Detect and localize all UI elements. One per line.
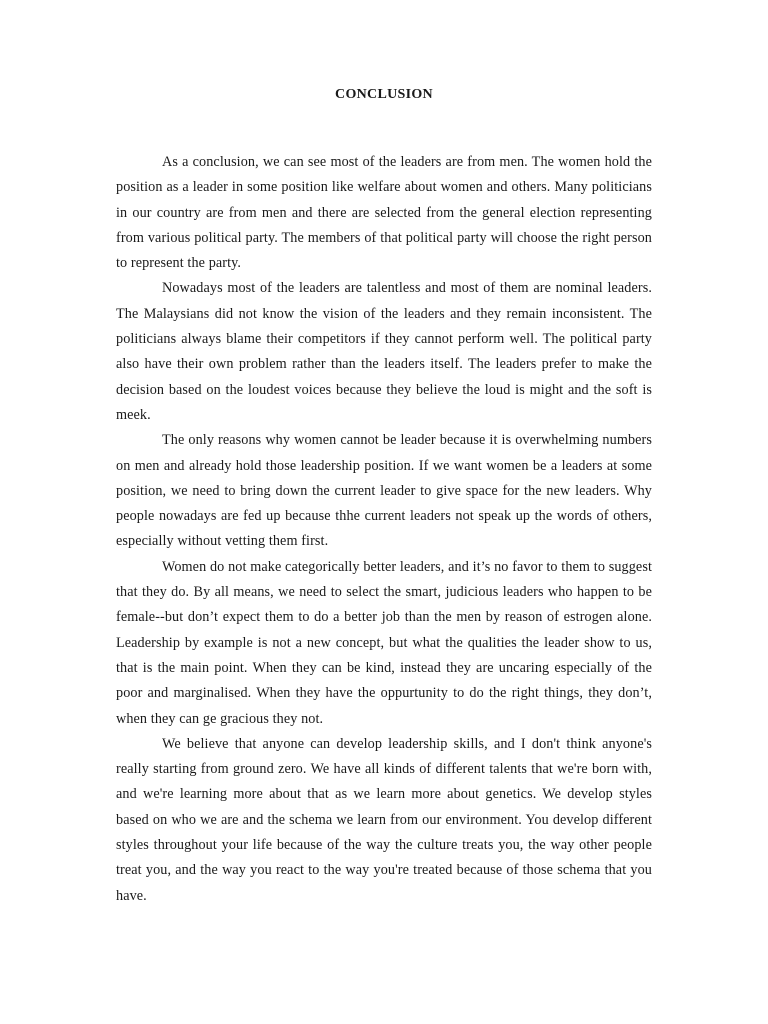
paragraph-5: We believe that anyone can develop leadership skills, and I don't think anyone's really starting from ground zero. We have all kinds of different talents that we're born with, and we're learning more about that as we learn more about genetics. We develop styles based on who we are and the schema we learn from our environment. You develop different styles throughout your life because of the way the culture treats you, the way other people treat you, and the way you react to the way you're treated because of those schema that you have. — [116, 735, 652, 904]
paragraph-1: As a conclusion, we can see most of the leaders are from men. The women hold the position as a leader in some position like welfare about women and others. Many politicians in our country are from men and there are selected from the general election representing from various political party. The members of that political party will choose the right person to represent the party. — [116, 154, 652, 272]
paragraph-4: Women do not make categorically better leaders, and it’s no favor to them to suggest that they do. By all means, we need to select the smart, judicious leaders who happen to be female--but don’t expect them to do a better job than the men by reason of estrogen alone. Leadership by example is not a new concept, but what the qualities the leader show to us, that is the main point. When they can be kind, instead they are uncaring especially of the poor and marginalised. When they have the oppurtunity to do the right things, they don’t, when they can ge gracious they not. — [116, 558, 652, 727]
page-title: CONCLUSION — [335, 87, 433, 102]
paragraph-3: The only reasons why women cannot be leader because it is overwhelming numbers on men and already hold those leadership position. If we want women be a leaders at some position, we need to bring down the current leader to give space for the new leaders. Why people nowadays are fed up because thhe current leaders not speak up the words of others, especially without vetting them first. — [116, 432, 652, 550]
document-body — [116, 150, 652, 909]
paragraph-2: Nowadays most of the leaders are talentless and most of them are nominal leaders. The Malaysians did not know the vision of the leaders and they remain inconsistent. The politicians always blame their competitors if they cannot perform well. The political party also have their own problem rather than the leaders itself. The leaders prefer to make the decision based on the loudest voices because they believe the loud is might and the soft is meek. — [116, 280, 652, 423]
